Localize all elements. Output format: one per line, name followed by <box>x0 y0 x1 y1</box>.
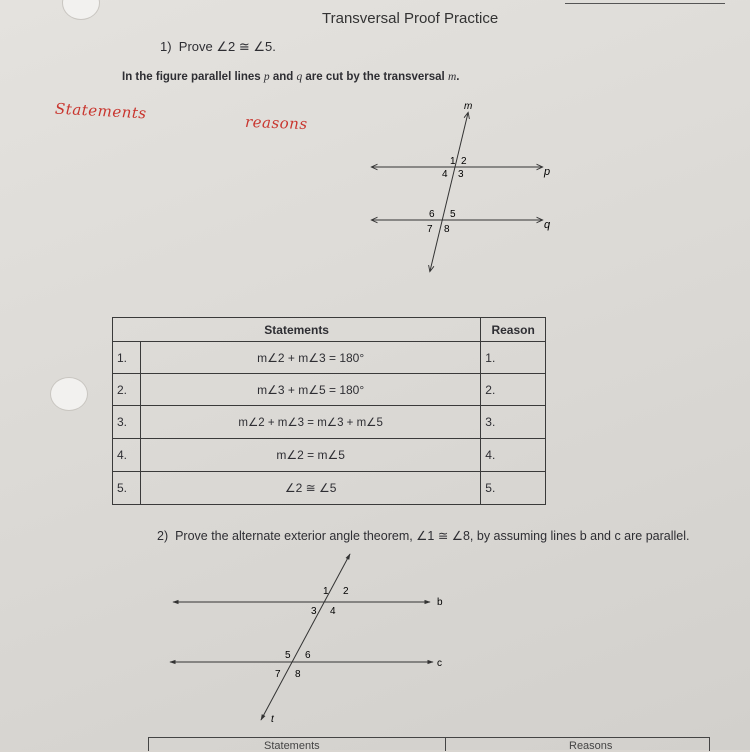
angle-5: 5 <box>285 650 291 661</box>
reason-cell[interactable] <box>506 342 545 374</box>
proof-table-2 <box>148 737 710 751</box>
page-title: Transversal Proof Practice <box>322 10 499 27</box>
problem-2-number: 2) <box>157 529 169 543</box>
reason-number: 5. <box>481 472 507 505</box>
angle-1: 1 <box>450 156 456 167</box>
statements-header: Statements <box>113 318 481 342</box>
problem-1-prompt <box>160 39 276 55</box>
handwritten-statements: Statements <box>54 99 148 123</box>
problem-1-intro: In the figure parallel lines p and q are cut by the transversal m. <box>122 71 460 83</box>
label-b: b <box>437 597 443 608</box>
label-c: c <box>437 658 442 669</box>
label-p: p <box>544 166 551 178</box>
angle-1: 1 <box>323 586 329 597</box>
figure-1-transversal-diagram <box>360 95 560 280</box>
transversal-m <box>430 113 468 271</box>
angle-3: 3 <box>458 169 464 180</box>
table-row <box>113 342 546 374</box>
row-number: 3. <box>113 406 141 439</box>
name-line <box>565 0 725 4</box>
row-number: 4. <box>113 439 141 472</box>
reason-cell[interactable] <box>506 439 545 472</box>
row-number: 5. <box>113 472 141 505</box>
table-row <box>113 472 546 505</box>
angle-6: 6 <box>305 650 311 661</box>
problem-2-prompt <box>157 528 689 543</box>
table-row <box>113 406 546 439</box>
label-q: q <box>544 219 551 231</box>
statements-header: Statements <box>264 740 320 752</box>
column-divider <box>445 738 446 751</box>
angle-5: 5 <box>450 209 456 220</box>
reason-header: Reason <box>481 318 546 342</box>
reason-cell[interactable] <box>506 472 545 505</box>
angle-7: 7 <box>427 224 433 235</box>
reason-number: 4. <box>481 439 507 472</box>
statement-cell: m∠2 + m∠3 = m∠3 + m∠5 <box>141 406 481 439</box>
problem-1-goal: Prove ∠2 ≅ ∠5. <box>178 39 276 54</box>
punch-hole <box>62 0 100 20</box>
angle-4: 4 <box>442 169 448 180</box>
problem-1-number: 1) <box>160 39 172 54</box>
statement-cell: m∠2 = m∠5 <box>141 439 481 472</box>
table-row <box>113 374 546 406</box>
transversal-t <box>261 554 350 720</box>
angle-8: 8 <box>444 224 450 235</box>
angle-2: 2 <box>343 586 349 597</box>
angle-6: 6 <box>429 209 435 220</box>
reason-number: 3. <box>481 406 507 439</box>
table-row <box>113 439 546 472</box>
row-number: 2. <box>113 374 141 406</box>
angle-3: 3 <box>311 606 317 617</box>
angle-8: 8 <box>295 669 301 680</box>
figure-2-transversal-diagram <box>165 550 465 728</box>
problem-2-goal: Prove the alternate exterior angle theorem, ∠1 ≅ ∠8, by assuming lines b and c are parallel. <box>175 529 690 543</box>
reason-number: 2. <box>481 374 507 406</box>
reason-number: 1. <box>481 342 507 374</box>
reason-cell[interactable] <box>506 406 545 439</box>
handwritten-reasons: reasons <box>244 112 308 134</box>
statement-cell: m∠2 + m∠3 = 180° <box>141 342 481 374</box>
angle-7: 7 <box>275 669 281 680</box>
reason-cell[interactable] <box>506 374 545 406</box>
punch-hole <box>50 377 88 411</box>
label-m: m <box>464 101 473 112</box>
statement-cell: ∠2 ≅ ∠5 <box>141 472 481 505</box>
proof-table-1 <box>112 317 546 505</box>
row-number: 1. <box>113 342 141 374</box>
statement-cell: m∠3 + m∠5 = 180° <box>141 374 481 406</box>
label-t: t <box>271 714 274 725</box>
angle-4: 4 <box>330 606 336 617</box>
angle-2: 2 <box>461 156 467 167</box>
reasons-header: Reasons <box>569 740 613 752</box>
